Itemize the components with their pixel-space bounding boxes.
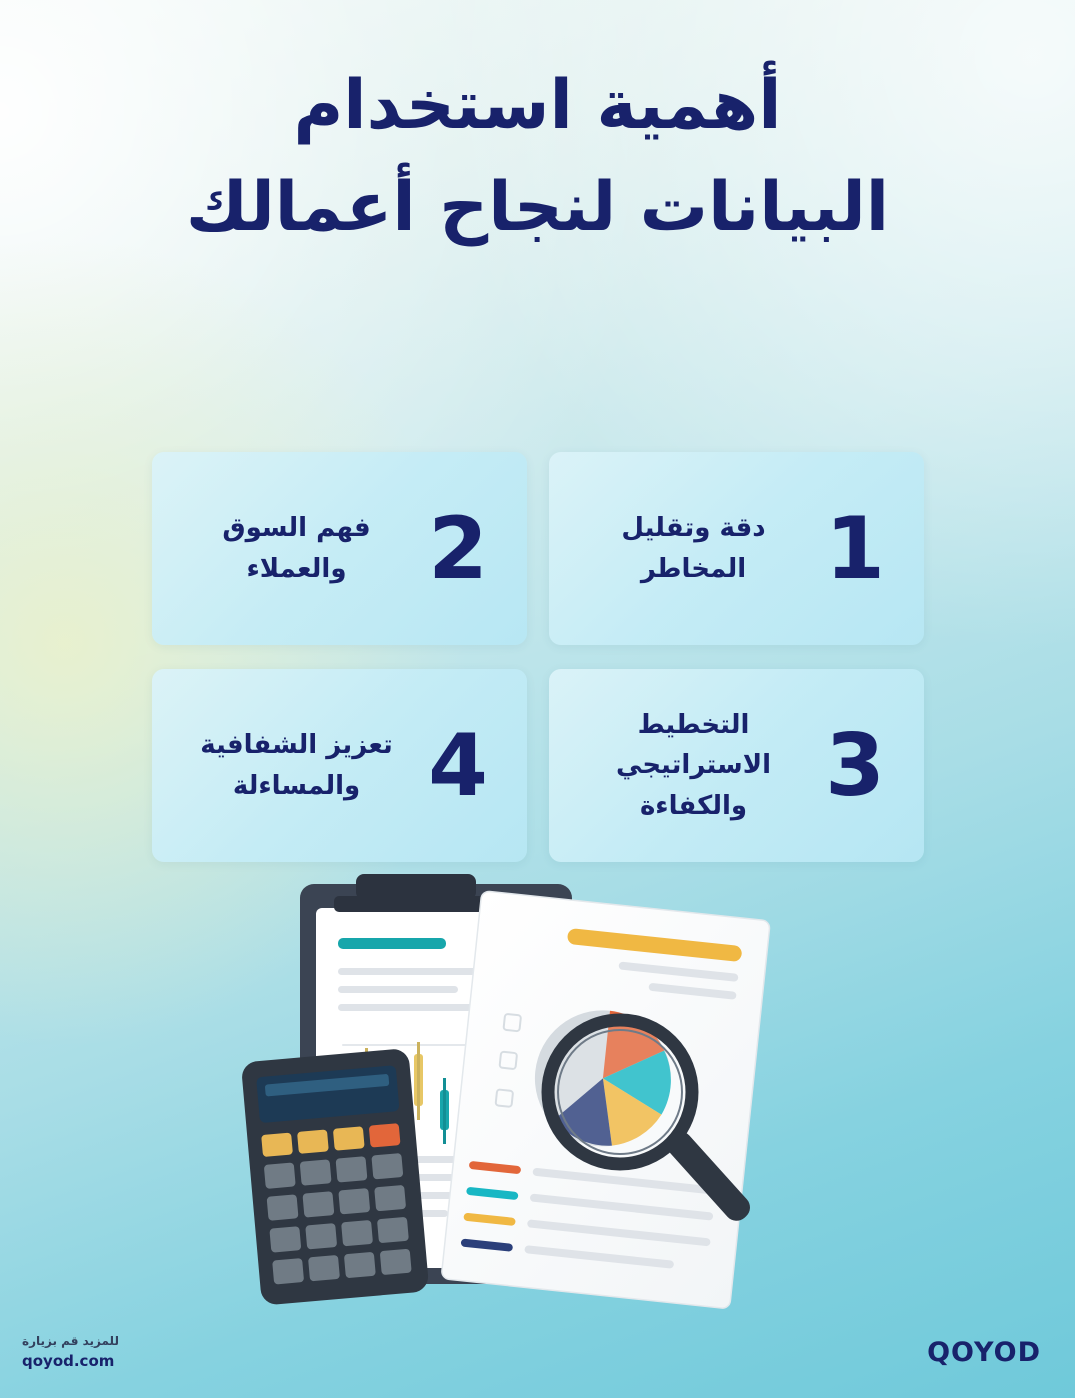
card-label: دقة وتقليل المخاطر xyxy=(621,513,766,584)
benefit-cards-grid xyxy=(152,452,924,862)
illustration-group xyxy=(238,856,848,1326)
benefit-card-3 xyxy=(549,669,924,862)
benefit-card-2 xyxy=(152,452,527,645)
card-label: فهم السوق والعملاء xyxy=(222,513,371,584)
footer-cta-text: للمزيد قم بزيارة xyxy=(22,1333,119,1348)
card-label: تعزيز الشفافية والمساءلة xyxy=(200,730,393,801)
brand-name: QOYOD xyxy=(927,1337,1041,1368)
page-title xyxy=(0,62,1075,253)
card-number: 2 xyxy=(428,498,488,599)
card-number: 3 xyxy=(825,715,885,816)
footer-contact xyxy=(22,1332,119,1373)
title-line-1: أهمية استخدام xyxy=(293,66,782,145)
calculator-icon xyxy=(241,1048,430,1306)
card-number: 1 xyxy=(825,498,885,599)
title-line-2: البيانات لنجاح أعمالك xyxy=(185,168,890,248)
footer-website-link[interactable]: qoyod.com xyxy=(22,1351,115,1370)
card-number: 4 xyxy=(428,715,488,816)
card-label: التخطيط الاستراتيجي والكفاءة xyxy=(616,710,771,821)
benefit-card-4 xyxy=(152,669,527,862)
brand-logo xyxy=(927,1337,1041,1368)
benefit-card-1 xyxy=(549,452,924,645)
